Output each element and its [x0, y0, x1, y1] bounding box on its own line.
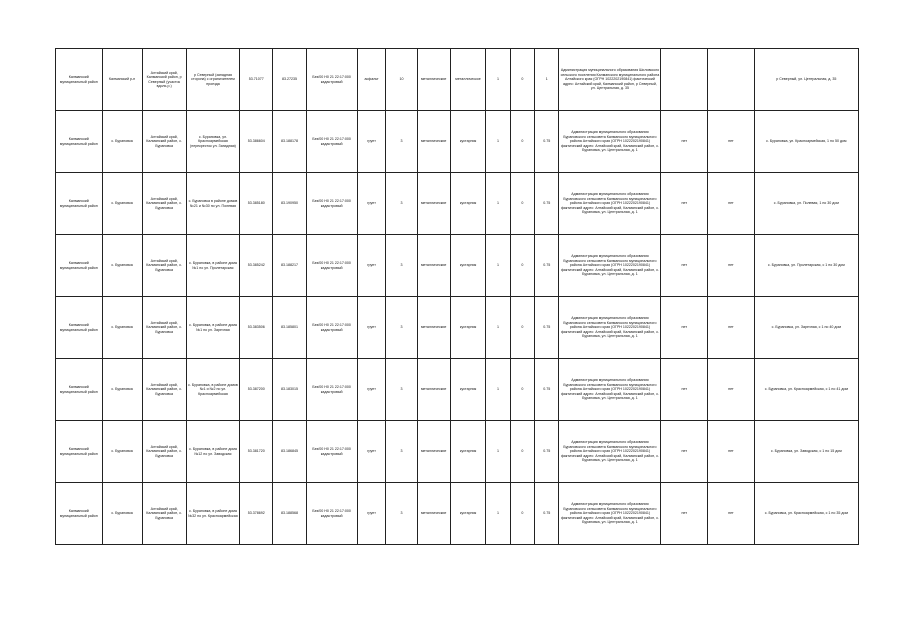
cell-sources: с. Бурановка, ул. Заречная, с 1 по 40 дом — [754, 297, 858, 359]
cell-cadastre: Без/00 Н0 21 22:17:000 кадастровый — [306, 297, 357, 359]
cell-flag-1: нет — [661, 421, 708, 483]
cell-sources: с. Бурановка, ул. Пролетарская, с 1 по 30 дом — [754, 235, 858, 297]
spreadsheet-page — [55, 48, 859, 545]
cell-address: Алтайский край, Калманский район, с. Бурановка — [142, 111, 186, 173]
cell-address: Алтайский край, Калманский район, с. Бурановка — [142, 359, 186, 421]
table-row — [56, 49, 859, 111]
cell-cadastre: Без/00 Н0 21 22:17:000 кадастровый — [306, 235, 357, 297]
cell-count-1: 1 — [486, 483, 510, 545]
cell-volume: 0.75 — [535, 235, 559, 297]
cell-surface: грунт — [357, 359, 386, 421]
cell-surface: грунт — [357, 297, 386, 359]
cell-flag-1: нет — [661, 359, 708, 421]
cell-area: 3 — [386, 235, 417, 297]
cell-longitude: 83.27235 — [273, 49, 306, 111]
cell-flag-2: нет — [708, 297, 755, 359]
cell-volume: 1 — [535, 49, 559, 111]
cell-landmark: с. Бурановка, в районе дома №1 по ул. Заречная — [186, 297, 239, 359]
cell-fence: кустарник — [450, 421, 485, 483]
cell-material: металлические — [417, 359, 450, 421]
cell-count-1: 1 — [486, 111, 510, 173]
cell-area: 3 — [386, 111, 417, 173]
cell-flag-1: нет — [661, 111, 708, 173]
cell-district: Калманский муниципальный район — [56, 111, 103, 173]
cell-settlement: с. Бурановка — [102, 421, 142, 483]
cell-sources: р Северный, ул. Центральная, д. 35 — [754, 49, 858, 111]
cell-address: Алтайский край, Калманский район, с. Бурановка — [142, 235, 186, 297]
cell-count-2: 0 — [510, 235, 534, 297]
cell-flag-1: нет — [661, 173, 708, 235]
cell-address: Алтайский край, Калманский район, р Северный (участок вдоль р.) — [142, 49, 186, 111]
cell-settlement: с. Бурановка — [102, 359, 142, 421]
cell-surface: грунт — [357, 421, 386, 483]
cell-flag-1: нет — [661, 483, 708, 545]
cell-owner: Администрация муниципального образования Бурановского сельсовета Калманского муниципального района Алтайского края (ОГРН 1022202190841) фактический адрес: Алтайский край, Калманский район, с. Бурановка, ул. Центральная, д. 1 — [559, 359, 661, 421]
cell-longitude: 83.188178 — [273, 111, 306, 173]
cell-latitude: 53.386604 — [240, 111, 273, 173]
cell-settlement: с. Бурановка — [102, 297, 142, 359]
cell-count-2: 0 — [510, 421, 534, 483]
cell-count-1: 1 — [486, 297, 510, 359]
cell-fence: кустарник — [450, 297, 485, 359]
cell-material: металлические — [417, 297, 450, 359]
cell-flag-2: нет — [708, 483, 755, 545]
cell-landmark: с. Бурановка, в районе домов №1 и №2 по ул. Красноармейская — [186, 359, 239, 421]
table-row — [56, 297, 859, 359]
cell-longitude: 83.183015 — [273, 359, 306, 421]
cell-area: 3 — [386, 421, 417, 483]
cell-sources: с. Бурановка, ул. Заводская, с 1 по 15 дом — [754, 421, 858, 483]
cell-settlement: Калманский р-н — [102, 49, 142, 111]
cell-fence: металлическое — [450, 49, 485, 111]
cell-address: Алтайский край, Калманский район, с. Бурановка — [142, 297, 186, 359]
cell-district: Калманский муниципальный район — [56, 297, 103, 359]
cell-landmark: с. Бурановка, в районе дома №12 по ул. Заводская — [186, 421, 239, 483]
cell-count-1: 1 — [486, 49, 510, 111]
cell-landmark: с. Бурановка, ул. Красноармейская (перекресток ул. Западная) — [186, 111, 239, 173]
cell-material: металлические — [417, 111, 450, 173]
cell-volume: 0.75 — [535, 173, 559, 235]
cell-fence: кустарник — [450, 359, 485, 421]
cell-sources: с. Бурановка, ул. Красноармейская, 1 по 50 дом — [754, 111, 858, 173]
cell-area: 3 — [386, 297, 417, 359]
cell-flag-2: нет — [708, 173, 755, 235]
cell-flag-1 — [661, 49, 708, 111]
cell-district: Калманский муниципальный район — [56, 483, 103, 545]
cell-flag-2 — [708, 49, 755, 111]
cell-settlement: с. Бурановка — [102, 235, 142, 297]
cell-area: 3 — [386, 173, 417, 235]
cell-cadastre: Без/00 Н0 21 22:17:000 кадастровый — [306, 421, 357, 483]
cell-owner: Администрация муниципального образования Бурановского сельсовета Калманского муниципального района Алтайского края (ОГРН 1022202190841) фактический адрес: Алтайский край, Калманский район, с. Бурановка, ул. Центральная, д. 1 — [559, 483, 661, 545]
cell-volume: 0.75 — [535, 297, 559, 359]
cell-surface: грунт — [357, 483, 386, 545]
cell-count-2: 0 — [510, 49, 534, 111]
cell-area: 10 — [386, 49, 417, 111]
cell-flag-2: нет — [708, 421, 755, 483]
cell-longitude: 83.188568 — [273, 483, 306, 545]
cell-count-2: 0 — [510, 297, 534, 359]
cell-settlement: с. Бурановка — [102, 173, 142, 235]
cell-cadastre: Без/00 Н0 21 22:17:000 кадастровый — [306, 111, 357, 173]
cell-sources: с. Бурановка, ул. Полевая, 1 по 30 дом — [754, 173, 858, 235]
cell-count-2: 0 — [510, 483, 534, 545]
cell-count-1: 1 — [486, 235, 510, 297]
cell-latitude: 53.378692 — [240, 483, 273, 545]
cell-owner: Администрация муниципального образования Шиловского сельского поселения Калманского муниципального района Алтайского края (ОГРН 1022202190841) фактический адрес: Алтайский край, Калманский район, р Северный, ул. Центральная, д. 35 — [559, 49, 661, 111]
table-row — [56, 483, 859, 545]
cell-area: 3 — [386, 359, 417, 421]
table-row — [56, 111, 859, 173]
cell-owner: Администрация муниципального образования Бурановского сельсовета Калманского муниципального района Алтайского края (ОГРН 1022202190841) фактический адрес: Алтайский край, Калманский район, с. Бурановка, ул. Центральная, д. 1 — [559, 173, 661, 235]
cell-owner: Администрация муниципального образования Бурановского сельсовета Калманского муниципального района Алтайского края (ОГРН 1022202190841) фактический адрес: Алтайский край, Калманский район, с. Бурановка, ул. Центральная, д. 1 — [559, 297, 661, 359]
cell-longitude: 83.186845 — [273, 421, 306, 483]
cell-settlement: с. Бурановка — [102, 111, 142, 173]
cell-latitude: 53.71077 — [240, 49, 273, 111]
table-body — [56, 49, 859, 545]
cell-landmark: р Северный (западная сторона) с ограничителем проезда — [186, 49, 239, 111]
cell-district: Калманский муниципальный район — [56, 421, 103, 483]
cell-count-1: 1 — [486, 359, 510, 421]
cell-material: металлические — [417, 49, 450, 111]
cell-area: 3 — [386, 483, 417, 545]
cell-surface: грунт — [357, 235, 386, 297]
cell-surface: грунт — [357, 111, 386, 173]
cell-address: Алтайский край, Калманский район, с. Бурановка — [142, 483, 186, 545]
cell-landmark: с. Бурановка в районе домов №21 и №30 по ул. Полевая — [186, 173, 239, 235]
cell-count-2: 0 — [510, 111, 534, 173]
cell-landmark: с. Бурановка, в районе дома №32 по ул. Красноармейская — [186, 483, 239, 545]
cell-flag-1: нет — [661, 297, 708, 359]
cell-settlement: с. Бурановка — [102, 483, 142, 545]
cell-fence: кустарник — [450, 235, 485, 297]
cell-latitude: 53.383506 — [240, 297, 273, 359]
cell-latitude: 53.385180 — [240, 173, 273, 235]
cell-owner: Администрация муниципального образования Бурановского сельсовета Калманского муниципального района Алтайского края (ОГРН 1022202190841) фактический адрес: Алтайский край, Калманский район, с. Бурановка, ул. Центральная, д. 1 — [559, 421, 661, 483]
cell-latitude: 53.387200 — [240, 359, 273, 421]
cell-fence: кустарник — [450, 173, 485, 235]
cell-surface: асфальт — [357, 49, 386, 111]
cell-sources: с. Бурановка, ул. Красноармейская, с 1 по 41 дом — [754, 359, 858, 421]
cell-district: Калманский муниципальный район — [56, 235, 103, 297]
cell-material: металлические — [417, 483, 450, 545]
table-row — [56, 359, 859, 421]
cell-flag-2: нет — [708, 111, 755, 173]
cell-count-1: 1 — [486, 421, 510, 483]
cell-cadastre: Без/00 Н0 21 22:17:000 кадастровый — [306, 359, 357, 421]
cell-longitude: 83.185801 — [273, 297, 306, 359]
cell-owner: Администрация муниципального образования Бурановского сельсовета Калманского муниципального района Алтайского края (ОГРН 1022202190841) фактический адрес: Алтайский край, Калманский район, с. Бурановка, ул. Центральная, д. 1 — [559, 235, 661, 297]
cell-flag-2: нет — [708, 359, 755, 421]
cell-district: Калманский муниципальный район — [56, 173, 103, 235]
cell-fence: кустарник — [450, 483, 485, 545]
cell-cadastre: Без/00 Н0 21 22:17:000 кадастровый — [306, 49, 357, 111]
cell-volume: 0.75 — [535, 359, 559, 421]
cell-count-2: 0 — [510, 359, 534, 421]
cell-flag-1: нет — [661, 235, 708, 297]
cell-cadastre: Без/00 Н0 21 22:17:000 кадастровый — [306, 173, 357, 235]
cell-address: Алтайский край, Калманский район, с. Бурановка — [142, 173, 186, 235]
cell-longitude: 83.190950 — [273, 173, 306, 235]
cell-latitude: 53.381720 — [240, 421, 273, 483]
cell-district: Калманский муниципальный район — [56, 49, 103, 111]
cell-district: Калманский муниципальный район — [56, 359, 103, 421]
cell-latitude: 53.385242 — [240, 235, 273, 297]
cell-address: Алтайский край, Калманский район, с. Бурановка — [142, 421, 186, 483]
cell-sources: с. Бурановка, ул. Красноармейская, с 1 по 35 дом — [754, 483, 858, 545]
registry-table — [55, 48, 859, 545]
table-row — [56, 173, 859, 235]
cell-surface: грунт — [357, 173, 386, 235]
cell-fence: кустарник — [450, 111, 485, 173]
cell-longitude: 83.188217 — [273, 235, 306, 297]
cell-flag-2: нет — [708, 235, 755, 297]
table-row — [56, 235, 859, 297]
cell-volume: 0.75 — [535, 483, 559, 545]
cell-volume: 0.75 — [535, 111, 559, 173]
cell-material: металлические — [417, 421, 450, 483]
cell-owner: Администрация муниципального образования Бурановского сельсовета Калманского муниципального района Алтайского края (ОГРН 1022202190841) фактический адрес: Алтайский край, Калманский район, с. Бурановка, ул. Центральная, д. 1 — [559, 111, 661, 173]
cell-count-1: 1 — [486, 173, 510, 235]
cell-landmark: с. Бурановка, в районе дома №1 по ул. Пролетарская — [186, 235, 239, 297]
cell-count-2: 0 — [510, 173, 534, 235]
cell-volume: 0.75 — [535, 421, 559, 483]
cell-material: металлические — [417, 173, 450, 235]
table-row — [56, 421, 859, 483]
cell-cadastre: Без/00 Н0 21 22:17:000 кадастровый — [306, 483, 357, 545]
cell-material: металлические — [417, 235, 450, 297]
